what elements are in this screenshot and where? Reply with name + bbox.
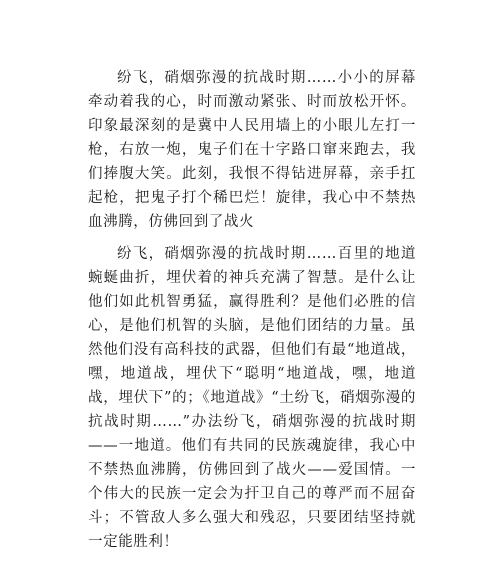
paragraph-1: 纷飞，硝烟弥漫的抗战时期……小小的屏幕牵动着我的心，时而激动紧张、时而放松开怀。印象最深刻的是冀中人民用墙上的小眼儿左打一枪，右放一炮，鬼子们在十字路口窜来跑去，我们捧腹大笑。此刻，我恨不得钻进屏幕，亲手扛起枪，把鬼子打个稀巴烂！旋律，我心中不禁热血沸腾，仿佛回到了战火 — [88, 70, 416, 230]
document-page — [88, 66, 416, 554]
paragraph-2: 纷飞，硝烟弥漫的抗战时期……百里的地道蜿蜒曲折，埋伏着的神兵充满了智慧。是什么让他们如此机智勇猛，赢得胜利？是他们必胜的信心，是他们机智的头脑，是他们团结的力量。虽然他们没有高科技的武器，但他们有最“地道战，嘿，地道战，埋伏下“聪明“地道战，嘿，地道战，埋伏下”的；《地道战》“土纷飞，硝烟弥漫的抗战时期……”办法纷飞，硝烟弥漫的抗战时期——一地道。他们有共同的民族魂旋律，我心中不禁热血沸腾，仿佛回到了战火——爱国情。一个伟大的民族一定会为扞卫自己的尊严而不屈奋斗；不管敌人多么强大和残忍，只要团结坚持就一定能胜利！ — [88, 246, 416, 550]
